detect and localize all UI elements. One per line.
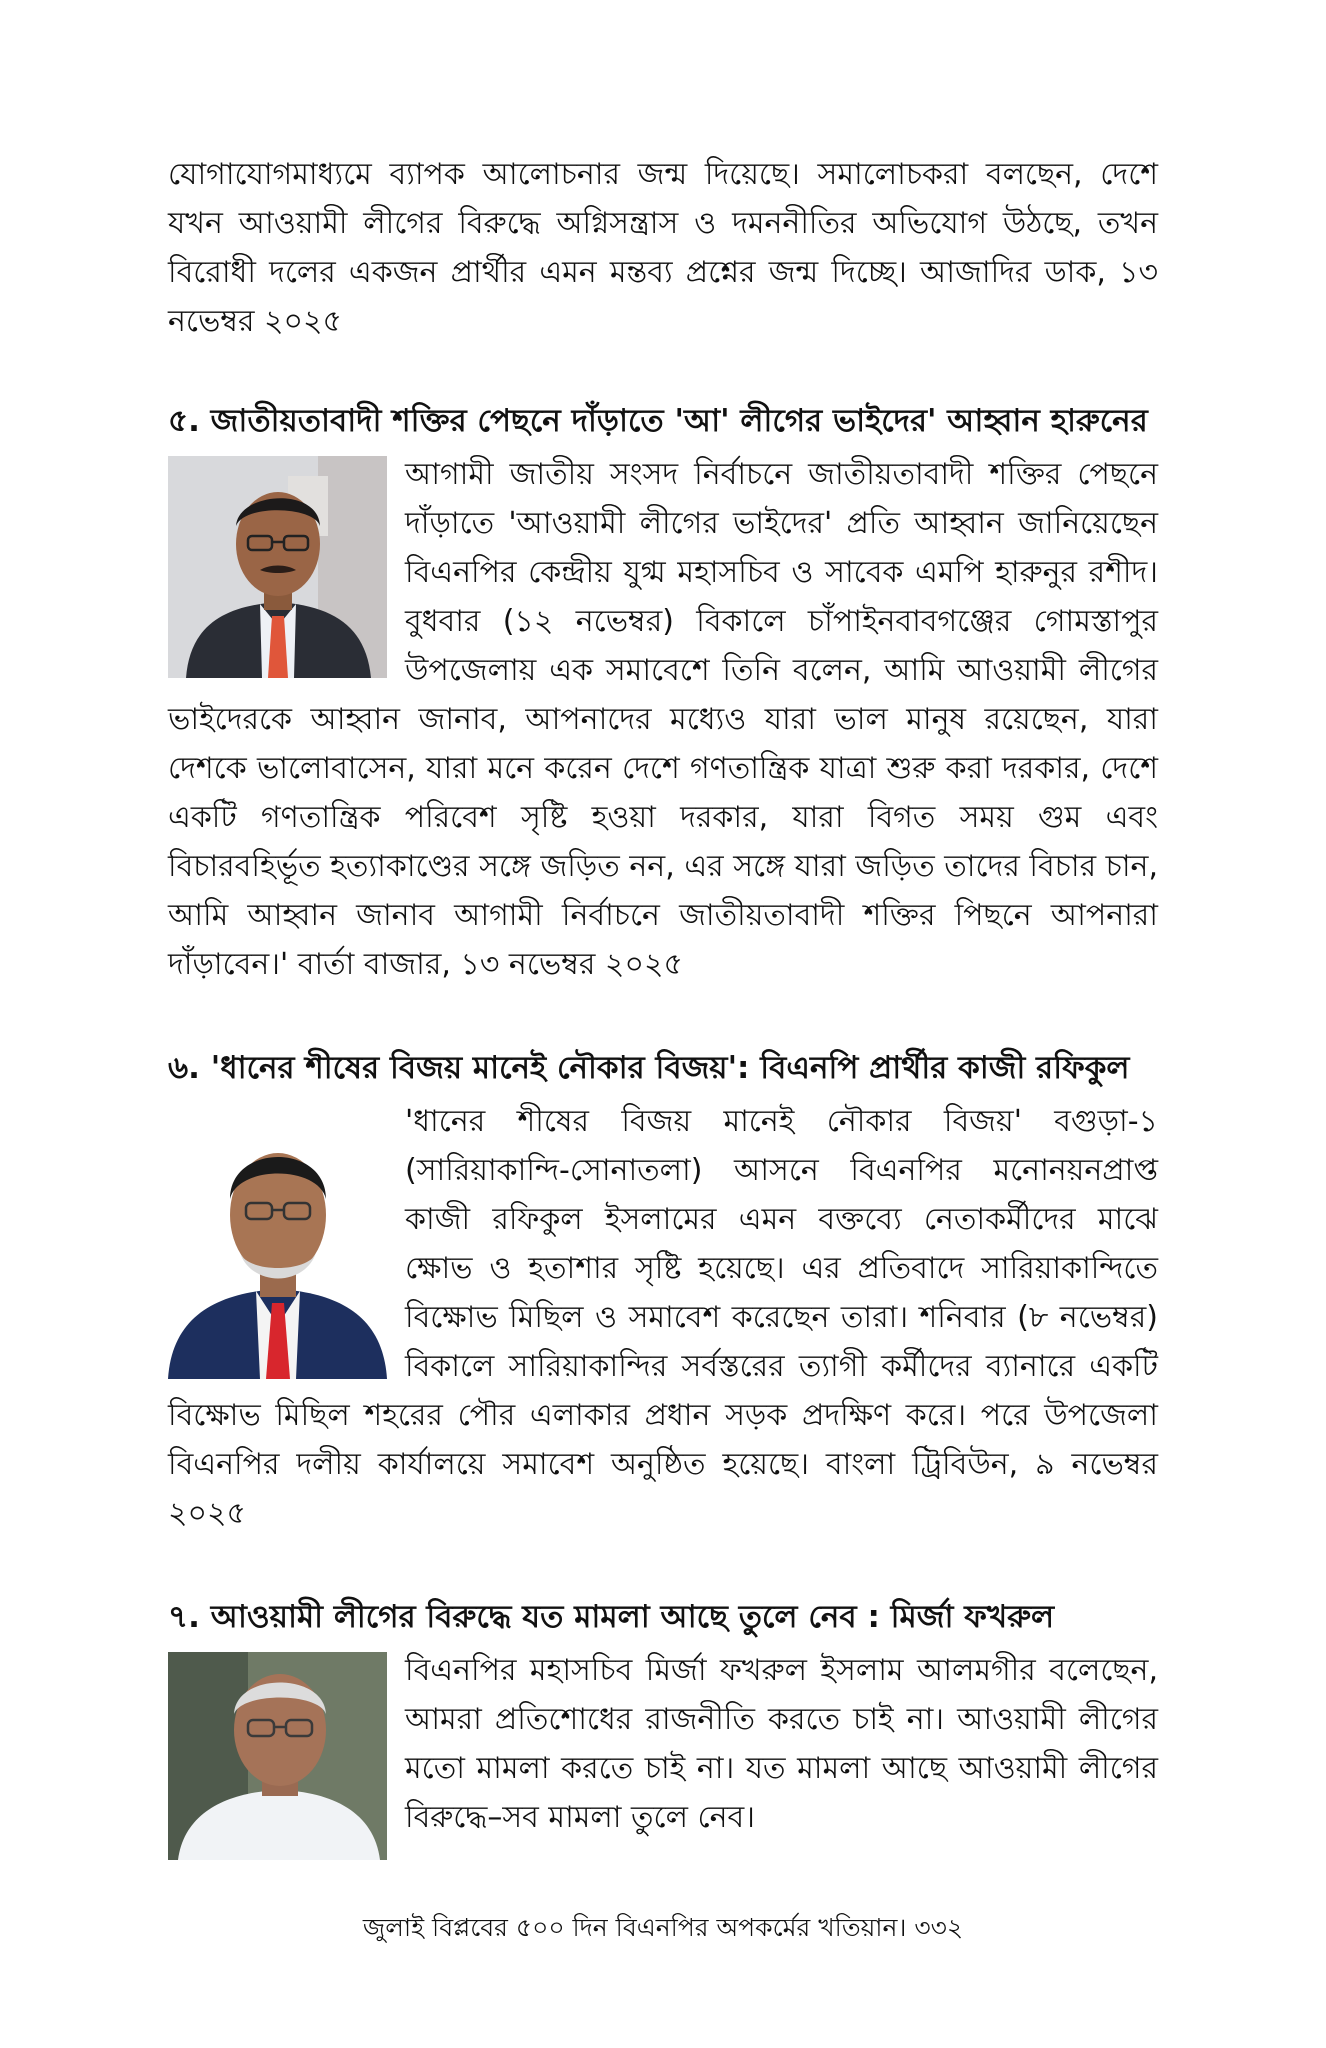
news-heading: ৫. জাতীয়তাবাদী শক্তির পেছনে দাঁড়াতে 'আ' লীগের ভাইদের' আহ্বান হারুনের bbox=[168, 403, 1148, 439]
news-item-7 bbox=[168, 1594, 1158, 1842]
news-body: 'ধানের শীষের বিজয় মানেই নৌকার বিজয়' বগুড়া-১ (সারিয়াকান্দি-সোনাতলা) আসনে বিএনপির মনোনয়নপ্রাপ্ত কাজী রফিকুল ইসলামের এমন বক্তব্যে নেতাকর্মীদের মাঝে ক্ষোভ ও হতাশার সৃষ্টি হয়েছে। এর প্রতিবাদে সারিয়াকান্দিতে বিক্ষোভ মিছিল ও সমাবেশ করেছেন তারা। শনিবার (৮ নভেম্বর) বিকালে সারিয়াকান্দির সর্বস্তরের ত্যাগী কর্মীদের ব্যানারে একটি বিক্ষোভ মিছিল শহরের পৌর এলাকার প্রধান সড়ক প্রদক্ষিণ করে। পরে উপজেলা বিএনপির দলীয় কার্যালয়ে সমাবেশ অনুষ্ঠিত হয়েছে। বাংলা ট্রিবিউন, ৯ নভেম্বর ২০২৫ bbox=[168, 1104, 1158, 1531]
news-heading: ৭. আওয়ামী লীগের বিরুদ্ধে যত মামলা আছে তুলে নেব : মির্জা ফখরুল bbox=[168, 1599, 1055, 1635]
portrait-mirza-fakhrul bbox=[168, 1652, 387, 1860]
portrait-photo bbox=[168, 1103, 387, 1379]
news-item-6 bbox=[168, 1045, 1158, 1538]
portrait-harunur-rashid bbox=[168, 456, 387, 678]
news-body: আগামী জাতীয় সংসদ নির্বাচনে জাতীয়তাবাদী শক্তির পেছনে দাঁড়াতে 'আওয়ামী লীগের ভাইদের' প্রতি আহ্বান জানিয়েছেন বিএনপির কেন্দ্রীয় যুগ্ম মহাসচিব ও সাবেক এমপি হারুনুর রশীদ। বুধবার (১২ নভেম্বর) বিকালে চাঁপাইনবাবগঞ্জের গোমস্তাপুর উপজেলায় এক সমাবেশে তিনি বলেন, আমি আওয়ামী লীগের ভাইদেরকে আহ্বান জানাব, আপনাদের মধ্যেও যারা ভাল মানুষ রয়েছেন, যারা দেশকে ভালোবাসেন, যারা মনে করেন দেশে গণতান্ত্রিক যাত্রা শুরু করা দরকার, দেশে একটি গণতান্ত্রিক পরিবেশ সৃষ্টি হওয়া দরকার, যারা বিগত সময় গুম এবং বিচারবহির্ভূত হত্যাকাণ্ডের সঙ্গে জড়িত নন, এর সঙ্গে যারা জড়িত তাদের বিচার চান, আমি আহ্বান জানাব আগামী নির্বাচনে জাতীয়তাবাদী শক্তির পিছনে আপনারা দাঁড়াবেন।' বার্তা বাজার, ১৩ নভেম্বর ২০২৫ bbox=[168, 457, 1158, 982]
intro-paragraph: যোগাযোগমাধ্যমে ব্যাপক আলোচনার জন্ম দিয়েছে। সমালোচকরা বলছেন, দেশে যখন আওয়ামী লীগের বিরুদ্ধে অগ্নিসন্ত্রাস ও দমননীতির অভিযোগ উঠছে, তখন বিরোধী দলের একজন প্রার্থীর এমন মন্তব্য প্রশ্নের জন্ম দিচ্ছে। আজাদির ডাক, ১৩ নভেম্বর ২০২৫ bbox=[168, 157, 1158, 339]
portrait-kazi-rafiqul bbox=[168, 1103, 387, 1379]
portrait-photo bbox=[168, 456, 387, 678]
news-heading: ৬. 'ধানের শীষের বিজয় মানেই নৌকার বিজয়': বিএনপি প্রার্থীর কাজী রফিকুল bbox=[168, 1050, 1130, 1086]
news-item-5 bbox=[168, 398, 1158, 989]
page-footer: জুলাই বিপ্লবের ৫০০ দিন বিএনপির অপকর্মের খতিয়ান। ৩৩২ bbox=[362, 1913, 964, 1942]
portrait-photo bbox=[168, 1652, 387, 1860]
news-body: বিএনপির মহাসচিব মির্জা ফখরুল ইসলাম আলমগীর বলেছেন, আমরা প্রতিশোধের রাজনীতি করতে চাই না। আওয়ামী লীগের মতো মামলা করতে চাই না। যত মামলা আছে আওয়ামী লীগের বিরুদ্ধে–সব মামলা তুলে নেব। bbox=[405, 1653, 1158, 1835]
